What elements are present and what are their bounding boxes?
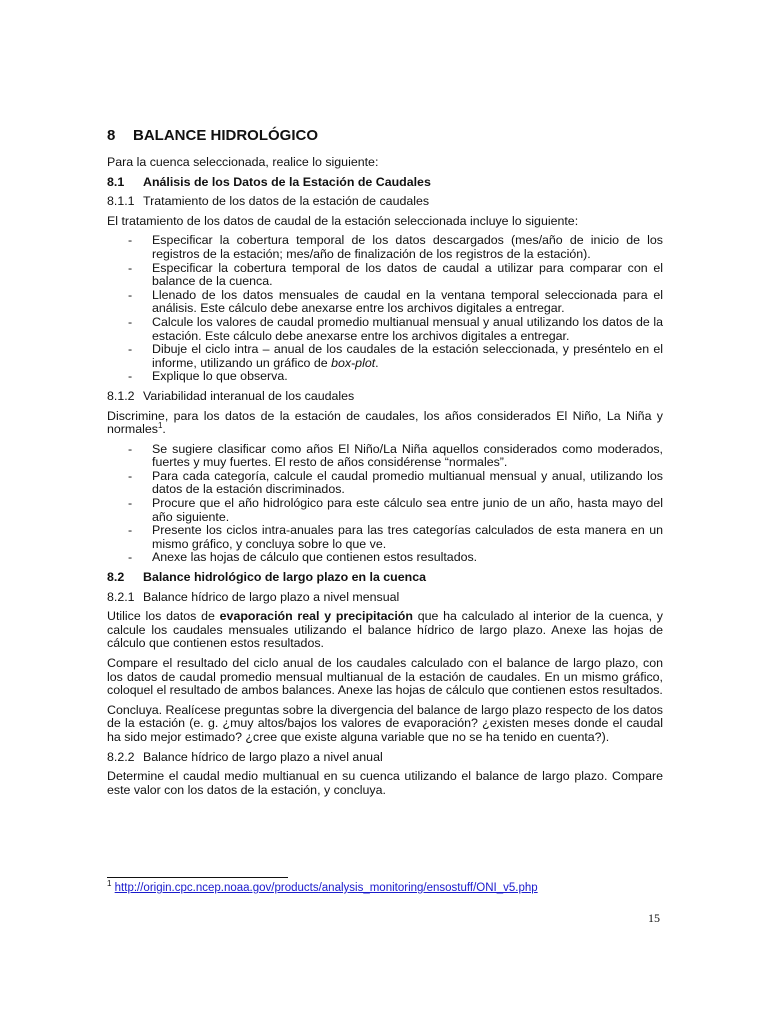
- list-item: - Para cada categoría, calcule el caudal promedio multianual mensual y anual, utilizando los datos de la estación discriminados.: [128, 468, 663, 497]
- list-item: - Anexe las hojas de cálculo que contienen estos resultados.: [128, 550, 478, 565]
- subsubsection-heading-8-1-1: 8.1.1 Tratamiento de los datos de la estación de caudales: [107, 194, 430, 209]
- list-item: - Explique lo que observa.: [128, 369, 288, 384]
- subsection-heading-8-2: 8.2 Balance hidrológico de largo plazo en la cuenca: [107, 570, 426, 585]
- paragraph-8-2-1-c: Concluya. Realícese preguntas sobre la divergencia del balance de largo plazo respecto de los datos de la estación (e. g. ¿muy altos/bajos los valores de evaporación? ¿existen meses donde el caudal ha sido mejor estimado? ¿cree que existe alguna variable que no se ha tenido en cuenta?).: [107, 702, 663, 744]
- document-body: [107, 128, 663, 803]
- list-8-1-2: [107, 443, 663, 565]
- section-title: BALANCE HIDROLÓGICO: [133, 127, 318, 144]
- subsubsection-heading-8-2-2: 8.2.2 Balance hídrico de largo plazo a nivel anual: [107, 749, 383, 764]
- intro-paragraph: Para la cuenca seleccionada, realice lo siguiente:: [107, 155, 379, 169]
- paragraph-8-2-2: Determine el caudal medio multianual en su cuenca utilizando el balance de largo plazo. Compare este valor con los datos de la estación, y concluya.: [107, 769, 663, 797]
- paragraph-8-2-1-a: Utilice los datos de evaporación real y precipitación que ha calculado al interior de la cuenca, y calcule los caudales mensuales utilizando el balance hídrico de largo plazo. Anexe las hojas de cálculo que contienen estos resultados.: [107, 609, 664, 651]
- footnote-divider: [107, 877, 288, 878]
- list-item: - Llenado de los datos mensuales de caudal en la ventana temporal seleccionada para el análisis. Este cálculo debe anexarse entre los archivos digitales a entregar.: [128, 287, 663, 316]
- section-number: 8: [107, 127, 116, 144]
- list-item: - Presente los ciclos intra-anuales para las tres categorías calculados de esta manera en un mismo gráfico, y concluya sobre lo que ve.: [128, 523, 663, 551]
- list-item: - Se sugiere clasificar como años El Niño/La Niña aquellos considerados como moderados, fuertes y muy fuertes. El resto de años considérense “normales”.: [128, 441, 663, 470]
- footnote: [107, 879, 538, 896]
- list-item: - Dibuje el ciclo intra – anual de los caudales de la estación seleccionada, y preséntelo en el informe, utilizando un gráfico de box-plot.: [128, 342, 663, 370]
- subsubsection-heading-8-1-2: 8.1.2 Variabilidad interanual de los caudales: [107, 388, 355, 403]
- page-number: 15: [648, 911, 660, 925]
- list-item: - Especificar la cobertura temporal de los datos de caudal a utilizar para comparar con el balance de la cuenca.: [128, 260, 663, 289]
- paragraph-8-1-2: Discrimine, para los datos de la estación de caudales, los años considerados El Niño, La Niña y normales$^1$.: [107, 408, 663, 437]
- footnote-link[interactable]: http://origin.cpc.ncep.noaa.gov/products/analysis_monitoring/ensostuff/ONI_v5.php: [114, 882, 538, 894]
- paragraph-8-2-1-b: Compare el resultado del ciclo anual de los caudales calculado con el balance de largo plazo, con los datos de caudal promedio mensual multianual de la estación de caudales. En un mismo gráfico, coloquel el resultado de ambos balances. Anexe las hojas de cálculo que contienen estos resultados.: [107, 656, 663, 698]
- footnote-reference[interactable]: 1: [157, 420, 163, 430]
- paragraph-8-1-1: El tratamiento de los datos de caudal de la estación seleccionada incluye lo siguiente:: [107, 213, 579, 228]
- list-item: - Calcule los valores de caudal promedio multianual mensual y anual utilizando los datos de la estación. Este cálculo debe anexarse entre los archivos digitales a entregar.: [128, 314, 663, 343]
- list-8-1-1: [107, 234, 663, 384]
- footnote-mark: 1: [107, 879, 112, 889]
- section-heading: [107, 128, 663, 144]
- list-item: - Especificar la cobertura temporal de los datos descargados (mes/año de inicio de los registros de la estación; mes/año de finalización de los registros de la estación).: [128, 233, 663, 261]
- list-item: - Procure que el año hidrológico para este cálculo sea entre junio de un año, hasta mayo del año siguiente.: [128, 496, 663, 524]
- subsection-heading-8-1: 8.1 Análisis de los Datos de la Estación de Caudales: [107, 174, 431, 189]
- subsubsection-heading-8-2-1: 8.2.1 Balance hídrico de largo plazo a nivel mensual: [107, 589, 400, 604]
